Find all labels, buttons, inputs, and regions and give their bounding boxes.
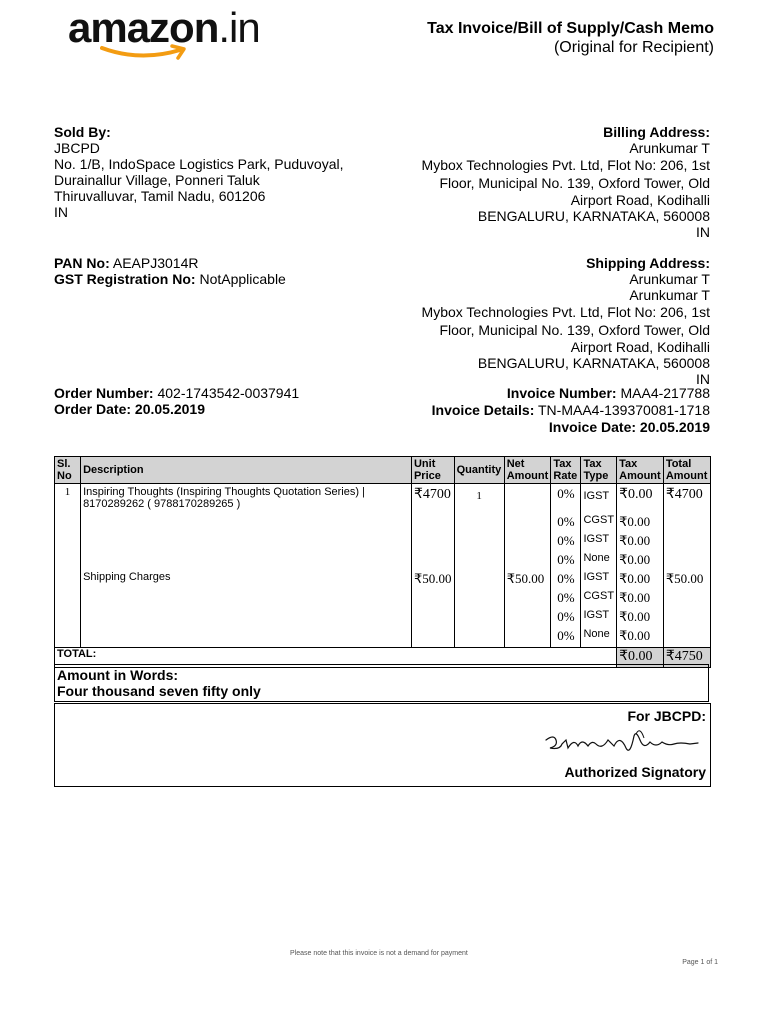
col-header: Unit Price	[411, 457, 454, 484]
billing-line: Floor, Municipal No. 139, Oxford Tower, Old	[439, 175, 710, 191]
invoice-details: TN-MAA4-139370081-1718	[538, 402, 710, 418]
tax-type: CGST	[581, 590, 617, 609]
col-header: Sl. No	[55, 457, 81, 484]
tax-amount: ₹0.00	[617, 590, 664, 609]
tax-rate: 0%	[551, 533, 581, 552]
tax-rate: 0%	[551, 609, 581, 628]
tax-ids-section	[54, 255, 286, 287]
table-row	[55, 590, 711, 609]
sold-by-label: Sold By:	[54, 124, 111, 140]
seller-name: JBCPD	[54, 140, 100, 156]
amazon-smile-icon	[100, 44, 190, 62]
col-header: Net Amount	[504, 457, 551, 484]
invoice-section	[432, 385, 710, 436]
item-total: ₹4700	[663, 484, 710, 514]
tax-amount: ₹0.00	[617, 514, 664, 533]
billing-line: IN	[696, 224, 710, 240]
sold-by-section	[54, 124, 344, 220]
tax-amount: ₹0.00	[617, 533, 664, 552]
amount-words-value: Four thousand seven fifty only	[57, 683, 261, 699]
page-number: Page 1 of 1	[682, 959, 718, 966]
item-quantity: 1	[454, 484, 504, 514]
tax-amount: ₹0.00	[617, 552, 664, 571]
shipping-net-amount: ₹50.00	[504, 571, 551, 590]
order-number-label: Order Number:	[54, 385, 154, 401]
order-date: Order Date: 20.05.2019	[54, 401, 205, 417]
shipping-tax-type: IGST	[581, 571, 617, 590]
billing-line: Airport Road, Kodihalli	[570, 192, 710, 208]
table-header-row	[55, 457, 711, 484]
tax-type: None	[581, 552, 617, 571]
col-header: Quantity	[454, 457, 504, 484]
shipping-line: Airport Road, Kodihalli	[570, 339, 710, 355]
billing-section	[422, 124, 710, 240]
item-tax-type: IGST	[581, 484, 617, 514]
handwritten-signature	[540, 728, 710, 758]
seller-address-line: IN	[54, 204, 68, 220]
shipping-line: Arunkumar T	[629, 287, 710, 303]
billing-line: BENGALURU, KARNATAKA, 560008	[477, 208, 710, 224]
tax-rate: 0%	[551, 514, 581, 533]
col-header: Tax Rate	[551, 457, 581, 484]
col-header: Tax Amount	[617, 457, 664, 484]
shipping-section	[422, 255, 710, 387]
seller-address-line: Durainallur Village, Ponneri Taluk	[54, 172, 260, 188]
table-row	[55, 484, 711, 514]
shipping-label: Shipping Address:	[586, 255, 710, 271]
col-header: Total Amount	[663, 457, 710, 484]
pan-value: AEAPJ3014R	[112, 255, 199, 271]
table-row	[55, 533, 711, 552]
logo-text: amazon	[68, 4, 219, 51]
invoice-number: MAA4-217788	[620, 385, 710, 401]
total-label: TOTAL:	[55, 647, 617, 667]
seller-address-line: Thiruvalluvar, Tamil Nadu, 601206	[54, 188, 266, 204]
order-section	[54, 385, 299, 417]
table-row	[55, 609, 711, 628]
amount-in-words-box	[54, 664, 709, 702]
invoice-subtitle: (Original for Recipient)	[553, 39, 714, 56]
item-tax-rate: 0%	[551, 484, 581, 514]
billing-label: Billing Address:	[603, 124, 710, 140]
shipping-tax-amount: ₹0.00	[617, 571, 664, 590]
tax-amount: ₹0.00	[617, 628, 664, 648]
tax-type: None	[581, 628, 617, 648]
shipping-line: BENGALURU, KARNATAKA, 560008	[477, 355, 710, 371]
shipping-unit-price: ₹50.00	[411, 571, 454, 590]
table-row	[55, 514, 711, 533]
tax-amount: ₹0.00	[617, 609, 664, 628]
billing-line: Mybox Technologies Pvt. Ltd, Flot No: 206, 1st	[421, 157, 710, 173]
shipping-total: ₹50.00	[663, 571, 710, 590]
tax-rate: 0%	[551, 628, 581, 648]
table-row	[55, 628, 711, 648]
gst-value: NotApplicable	[199, 271, 286, 287]
tax-type: CGST	[581, 514, 617, 533]
shipping-line: Mybox Technologies Pvt. Ltd, Flot No: 206, 1st	[421, 304, 710, 320]
billing-line: Arunkumar T	[629, 140, 710, 156]
shipping-description: Shipping Charges	[81, 571, 412, 590]
shipping-tax-rate: 0%	[551, 571, 581, 590]
tax-rate: 0%	[551, 552, 581, 571]
table-row	[55, 571, 711, 590]
invoice-details-label: Invoice Details:	[431, 402, 535, 418]
table-row	[55, 552, 711, 571]
item-sl: 1	[55, 484, 81, 514]
col-header: Description	[81, 457, 412, 484]
item-tax-amount: ₹0.00	[617, 484, 664, 514]
gst-label: GST Registration No:	[54, 271, 196, 287]
item-description: Inspiring Thoughts (Inspiring Thoughts Quotation Series) | 8170289262 ( 9788170289265 )	[81, 484, 412, 514]
seller-address-line: No. 1/B, IndoSpace Logistics Park, Puduvoyal,	[54, 156, 344, 172]
amount-words-label: Amount in Words:	[57, 667, 179, 683]
footer-note: Please note that this invoice is not a demand for payment	[290, 950, 468, 957]
tax-type: IGST	[581, 609, 617, 628]
total-amount: ₹4750	[663, 647, 710, 667]
item-net-amount	[504, 484, 551, 514]
invoice-items-table	[54, 456, 711, 668]
order-number: 402-1743542-0037941	[157, 385, 300, 401]
col-header: Tax Type	[581, 457, 617, 484]
shipping-line: Floor, Municipal No. 139, Oxford Tower, Old	[439, 322, 710, 338]
shipping-line: IN	[696, 371, 710, 387]
for-company-label: For JBCPD:	[627, 708, 706, 724]
tax-type: IGST	[581, 533, 617, 552]
tax-rate: 0%	[551, 590, 581, 609]
logo-tld: .in	[218, 4, 260, 51]
total-tax: ₹0.00	[617, 647, 664, 667]
invoice-number-label: Invoice Number:	[506, 385, 617, 401]
invoice-date: Invoice Date: 20.05.2019	[548, 419, 710, 435]
authorized-signatory: Authorized Signatory	[564, 764, 706, 780]
shipping-line: Arunkumar T	[629, 271, 710, 287]
invoice-title: Tax Invoice/Bill of Supply/Cash Memo	[427, 20, 714, 37]
item-unit-price: ₹4700	[411, 484, 454, 514]
pan-label: PAN No:	[54, 255, 110, 271]
